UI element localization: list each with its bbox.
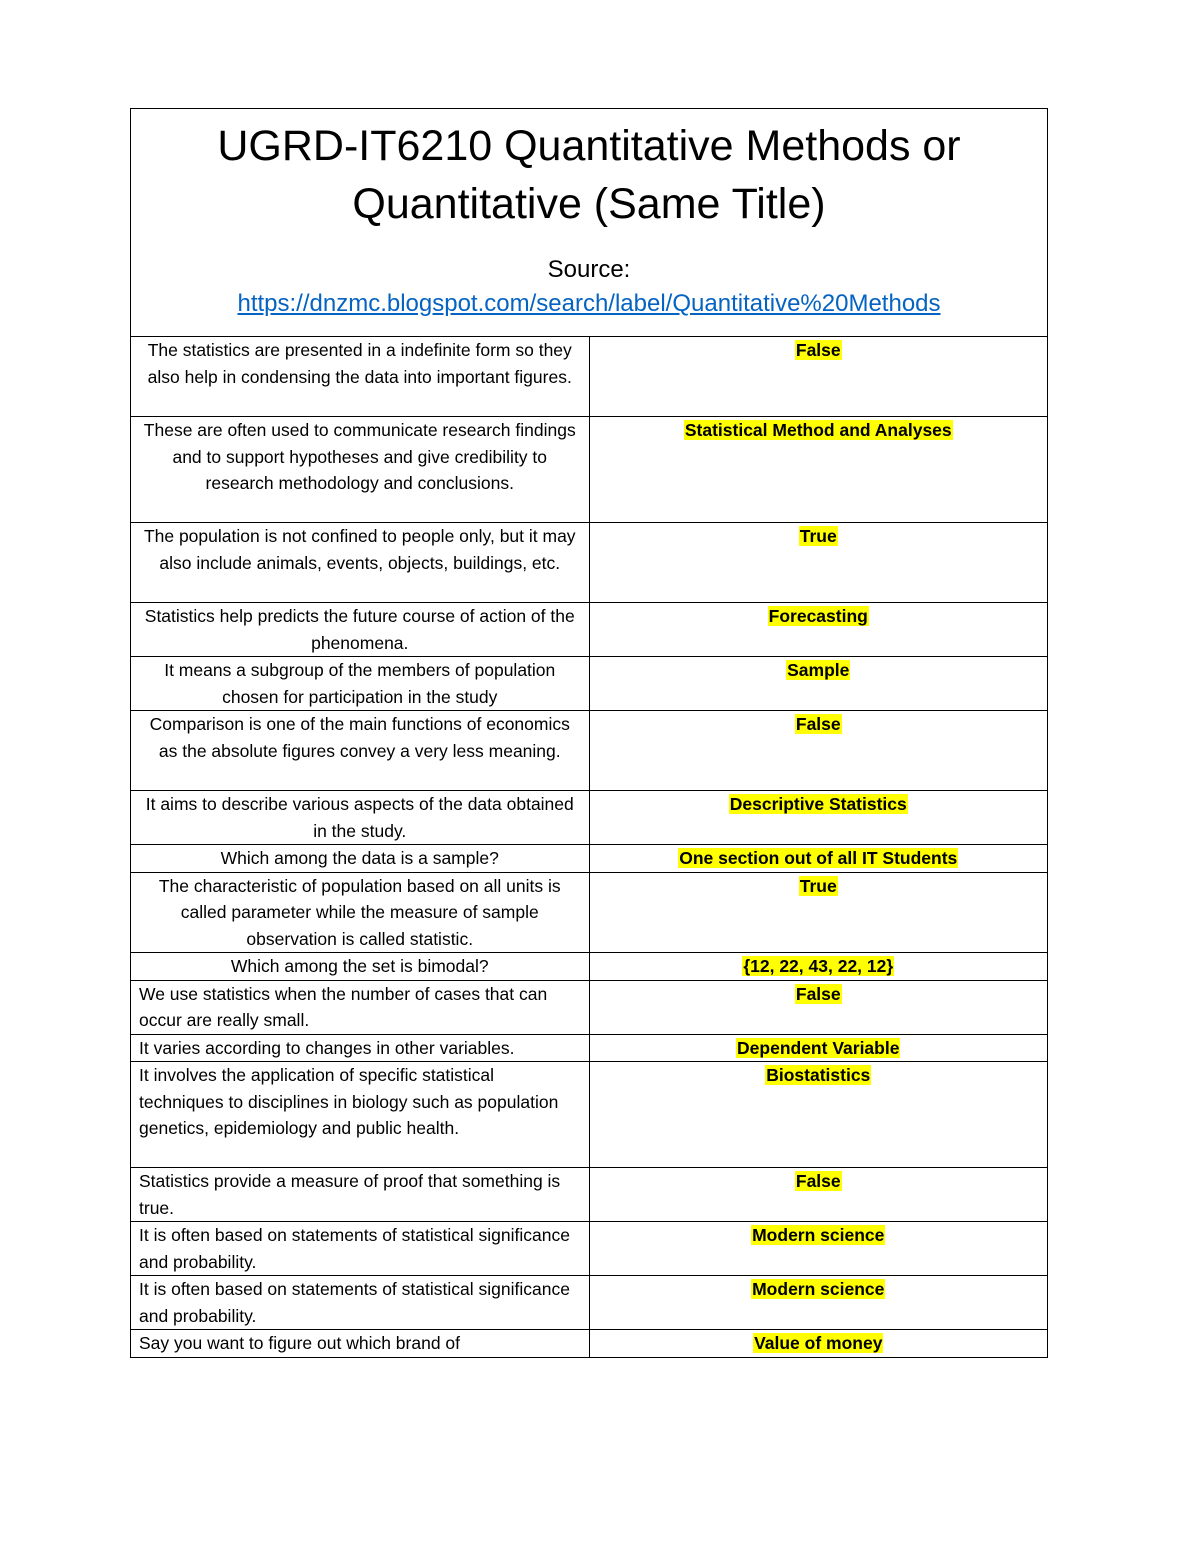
- source-link[interactable]: https://dnzmc.blogspot.com/search/label/Quantitative%20Methods: [237, 290, 941, 317]
- answer-highlight: Biostatistics: [766, 1065, 871, 1085]
- answer-cell: [589, 1222, 1048, 1276]
- table-row: [131, 603, 1048, 657]
- header-row: [131, 109, 1048, 337]
- answer-highlight: True: [799, 526, 837, 546]
- table-row: [131, 1168, 1048, 1222]
- answer-highlight: Dependent Variable: [737, 1037, 900, 1058]
- question-cell: It involves the application of specific statistical techniques to disciplines in biology such as population genetics, epidemiology and public health.: [131, 1062, 590, 1168]
- answer-cell: [589, 1330, 1048, 1358]
- answer-cell: [589, 980, 1048, 1034]
- table-row: [131, 417, 1048, 523]
- answer-cell: [589, 523, 1048, 603]
- answer-cell: [589, 417, 1048, 523]
- answer-highlight: Modern science: [752, 1225, 885, 1245]
- question-cell: It means a subgroup of the members of population chosen for participation in the study: [131, 657, 590, 711]
- qa-table: [130, 108, 1048, 1358]
- answer-highlight: False: [795, 340, 841, 360]
- question-cell: Comparison is one of the main functions of economics as the absolute figures convey a very less meaning.: [131, 711, 590, 791]
- answer-highlight: False: [795, 983, 841, 1004]
- answer-cell: [589, 657, 1048, 711]
- question-cell: These are often used to communicate research findings and to support hypotheses and give credibility to research methodology and conclusions.: [131, 417, 590, 523]
- question-cell: Statistics provide a measure of proof that something is true.: [131, 1168, 590, 1222]
- table-row: [131, 337, 1048, 417]
- answer-cell: [589, 1276, 1048, 1330]
- answer-cell: [589, 1062, 1048, 1168]
- table-row: [131, 1062, 1048, 1168]
- table-row: [131, 1276, 1048, 1330]
- table-row: [131, 657, 1048, 711]
- answer-highlight: Forecasting: [768, 606, 868, 626]
- table-row: [131, 872, 1048, 953]
- answer-cell: [589, 845, 1048, 873]
- question-cell: The characteristic of population based on all units is called parameter while the measure of sample observation is called statistic.: [131, 872, 590, 953]
- question-cell: It varies according to changes in other variables.: [131, 1034, 590, 1062]
- answer-highlight: Statistical Method and Analyses: [684, 420, 952, 440]
- question-cell: It is often based on statements of statistical significance and probability.: [131, 1276, 590, 1330]
- question-cell: It is often based on statements of statistical significance and probability.: [131, 1222, 590, 1276]
- answer-cell: [589, 337, 1048, 417]
- question-cell: Say you want to figure out which brand of: [131, 1330, 590, 1358]
- table-row: [131, 1034, 1048, 1062]
- answer-highlight: {12, 22, 43, 22, 12}: [743, 956, 894, 976]
- answer-highlight: Modern science: [752, 1279, 885, 1299]
- answer-cell: [589, 711, 1048, 791]
- table-row: [131, 1222, 1048, 1276]
- table-row: [131, 791, 1048, 845]
- answer-cell: [589, 872, 1048, 953]
- answer-highlight: Value of money: [754, 1333, 883, 1353]
- table-row: [131, 845, 1048, 873]
- answer-cell: [589, 1168, 1048, 1222]
- question-cell: The population is not confined to people only, but it may also include animals, events, objects, buildings, etc.: [131, 523, 590, 603]
- question-cell: We use statistics when the number of cases that can occur are really small.: [131, 980, 590, 1034]
- question-cell: Which among the set is bimodal?: [131, 953, 590, 981]
- table-row: [131, 711, 1048, 791]
- table-row: [131, 1330, 1048, 1358]
- document-title: UGRD-IT6210 Quantitative Methods or Quantitative (Same Title): [217, 122, 961, 228]
- answer-highlight: Sample: [787, 660, 850, 680]
- answer-highlight: One section out of all IT Students: [679, 848, 958, 868]
- table-row: [131, 980, 1048, 1034]
- answer-cell: [589, 1034, 1048, 1062]
- answer-highlight: Descriptive Statistics: [729, 794, 907, 814]
- table-row: [131, 953, 1048, 981]
- answer-cell: [589, 791, 1048, 845]
- question-cell: Which among the data is a sample?: [131, 845, 590, 873]
- question-cell: The statistics are presented in a indefinite form so they also help in condensing the data into important figures.: [131, 337, 590, 417]
- question-cell: Statistics help predicts the future course of action of the phenomena.: [131, 603, 590, 657]
- header-cell: [131, 109, 1048, 337]
- question-cell: It aims to describe various aspects of the data obtained in the study.: [131, 791, 590, 845]
- table-row: [131, 523, 1048, 603]
- source-label: Source:: [547, 256, 631, 283]
- answer-cell: [589, 603, 1048, 657]
- answer-highlight: False: [795, 1171, 841, 1191]
- answer-highlight: False: [795, 714, 841, 734]
- answer-highlight: True: [799, 875, 837, 896]
- answer-cell: [589, 953, 1048, 981]
